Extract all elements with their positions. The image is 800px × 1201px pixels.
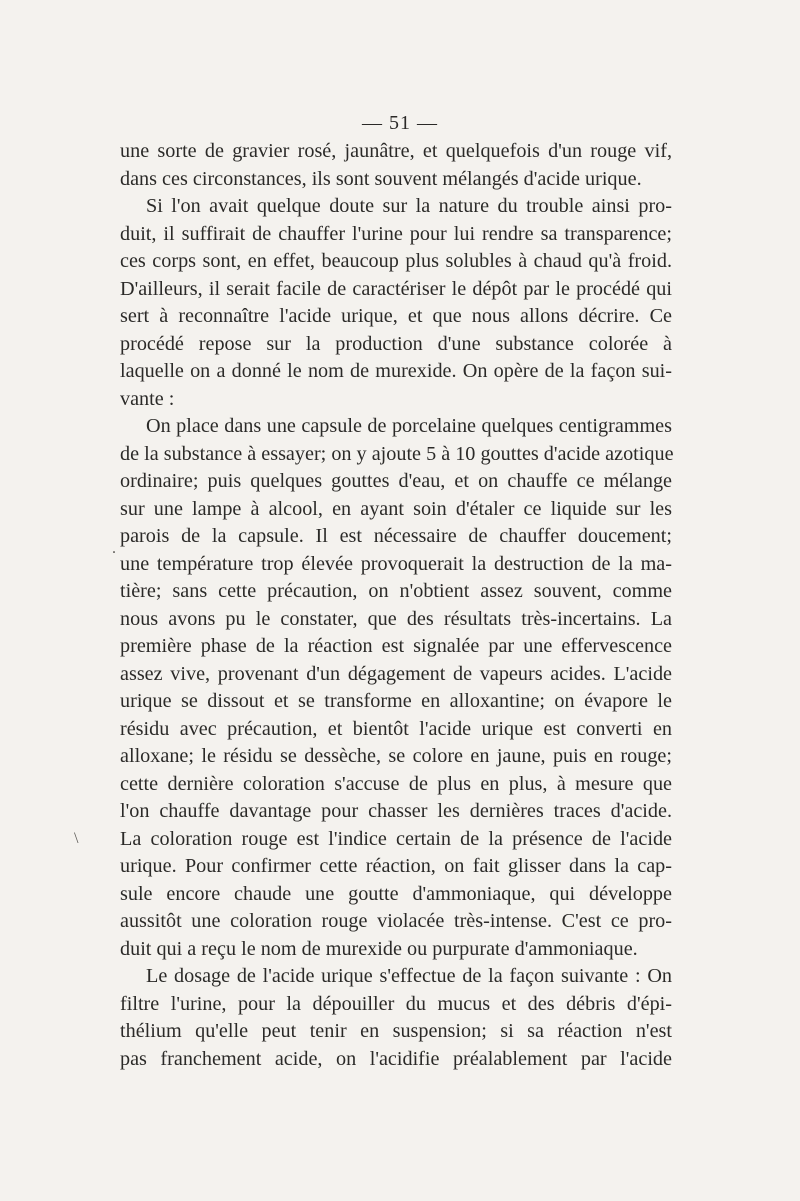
text-line: résidu avec précaution, et bientôt l'acide urique est converti en [120, 717, 672, 740]
text-line: thélium qu'elle peut tenir en suspension; si sa réaction n'est [120, 1020, 672, 1042]
text-line: parois de la capsule. Il est nécessaire de chauffer doucement; [120, 525, 672, 547]
text-line: urique. Pour confirmer cette réaction, on fait glisser dans la cap- [120, 855, 672, 877]
margin-mark: \ [74, 830, 79, 847]
page-number: — 51 — [362, 112, 438, 134]
text-line: sert à reconnaître l'acide urique, et que nous allons décrire. Ce [120, 305, 672, 327]
text-line: La coloration rouge est l'indice certain de la présence de l'acide [120, 827, 672, 850]
text-line: l'on chauffe davantage pour chasser les dernières traces d'acide. [120, 800, 672, 822]
body-text [120, 138, 672, 1073]
text-line: procédé repose sur la production d'une substance colorée à [120, 332, 672, 355]
text-line: laquelle on a donné le nom de murexide. On opère de la façon sui- [120, 360, 672, 382]
text-line: Le dosage de l'acide urique s'effectue de la façon suivante : On [146, 965, 672, 987]
text-line: ordinaire; puis quelques gouttes d'eau, et on chauffe ce mélange [120, 470, 672, 492]
text-line: ces corps sont, en effet, beaucoup plus solubles à chaud qu'à froid. [120, 250, 672, 272]
text-line: première phase de la réaction est signalée par une effervescence [120, 635, 672, 657]
text-line: On place dans une capsule de porcelaine quelques centigrammes [146, 415, 672, 437]
text-line: nous avons pu le constater, que des résultats très-incertains. La [120, 607, 672, 630]
text-line: sur une lampe à alcool, en ayant soin d'étaler ce liquide sur les [120, 497, 672, 520]
text-line: aussitôt une coloration rouge violacée très-intense. C'est ce pro- [120, 910, 672, 932]
text-line: Si l'on avait quelque doute sur la nature du trouble ainsi pro- [146, 195, 672, 217]
text-line: duit qui a reçu le nom de murexide ou purpurate d'ammoniaque. [120, 937, 638, 960]
paragraph [120, 138, 672, 193]
text-line: assez vive, provenant d'un dégagement de vapeurs acides. L'acide [120, 662, 672, 685]
text-line: alloxane; le résidu se dessèche, se colore en jaune, puis en rouge; [120, 745, 672, 767]
text-line: dans ces circonstances, ils sont souvent mélangés d'acide urique. [120, 167, 642, 190]
text-line: tière; sans cette précaution, on n'obtient assez souvent, comme [120, 580, 672, 602]
text-line: urique se dissout et se transforme en alloxantine; on évapore le [120, 690, 672, 712]
text-line: une température trop élevée provoquerait la destruction de la ma- [120, 552, 672, 575]
text-line: D'ailleurs, il serait facile de caractériser le dépôt par le procédé qui [120, 277, 672, 300]
text-line: vante : [120, 387, 175, 410]
text-line: filtre l'urine, pour la dépouiller du mucus et des débris d'épi- [120, 992, 672, 1015]
text-line: une sorte de gravier rosé, jaunâtre, et quelquefois d'un rouge vif, [120, 140, 672, 162]
text-line: de la substance à essayer; on y ajoute 5 à 10 gouttes d'acide azotique [120, 442, 674, 465]
paragraph [120, 413, 672, 963]
text-line: duit, il suffirait de chauffer l'urine pour lui rendre sa transparence; [120, 222, 672, 245]
text-line: sule encore chaude une goutte d'ammoniaque, qui développe [120, 882, 672, 905]
text-line: pas franchement acide, on l'acidifie préalablement par l'acide [120, 1047, 672, 1070]
margin-mark: . [112, 540, 116, 557]
text-line: cette dernière coloration s'accuse de plus en plus, à mesure que [120, 772, 672, 795]
paragraph [120, 193, 672, 413]
paragraph [120, 963, 672, 1073]
